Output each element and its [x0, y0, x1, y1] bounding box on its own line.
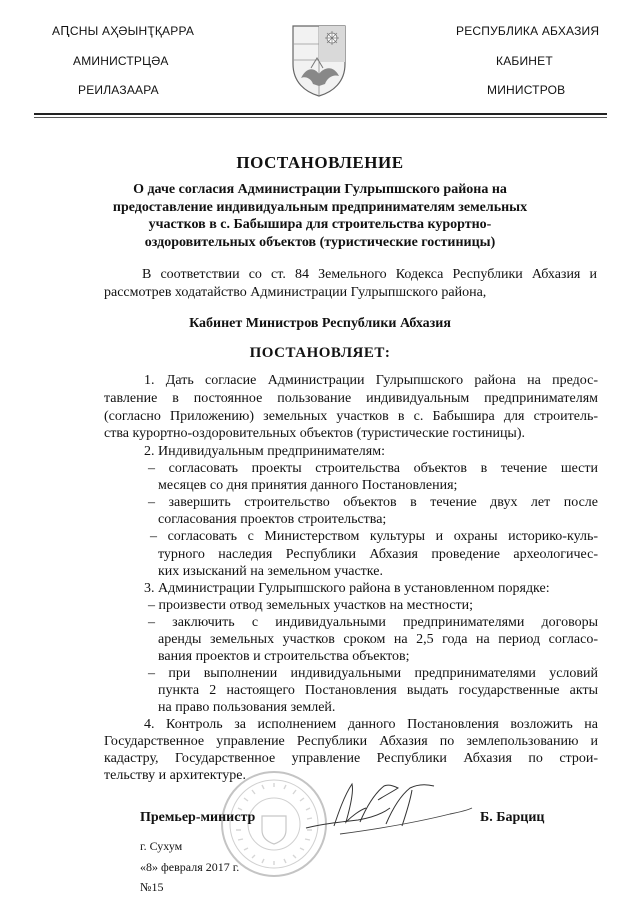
body-line: пункта 2 настоящего Постановления выдать государственные акты — [158, 683, 598, 698]
body-line: на право пользования землей. — [158, 700, 336, 715]
coat-of-arms-emblem — [289, 22, 349, 98]
body-line: месяцев со дня принятия данного Постановления; — [158, 478, 458, 493]
subject-line: оздоровительных объектов (туристические гостиницы) — [144, 234, 496, 250]
preamble-line: рассмотрев ходатайство Администрации Гулрыпшского района, — [104, 285, 487, 300]
handwritten-signature — [300, 778, 475, 840]
issue-place: г. Сухум — [140, 839, 183, 853]
document-title: ПОСТАНОВЛЕНИЕ — [236, 153, 404, 172]
body-line: (согласно Приложению) земельных участков в с. Бабышира для строитель- — [104, 409, 598, 424]
issue-date: «8» февраля 2017 г. — [140, 860, 240, 874]
body-line: – заключить с индивидуальными предпринимателями договоры — [148, 615, 598, 630]
document-subject — [100, 181, 540, 251]
header-right-line-3: МИНИСТРОВ — [487, 83, 566, 97]
body-line: ства курортно-оздоровительных объектов (туристические гостиницы). — [104, 426, 526, 441]
body-line: – при выполнении индивидуальными предпринимателями условий — [148, 666, 598, 681]
subject-line: предоставление индивидуальным предпринимателям земельных — [112, 199, 528, 215]
header-left-line-1: АԤСНЫ АҲӘЫНҬҚАРРА — [52, 24, 195, 38]
body-line: – произвести отвод земельных участков на местности; — [148, 598, 473, 613]
body-line: 3. Администрации Гулрыпшского района в установленном порядке: — [144, 581, 550, 596]
body-line: 2. Индивидуальным предпринимателям: — [144, 444, 385, 459]
resolves-heading: ПОСТАНОВЛЯЕТ: — [249, 345, 391, 361]
body-line: согласования проектов строительства; — [158, 512, 387, 527]
subject-line: О даче согласия Администрации Гулрыпшского района на — [133, 182, 507, 197]
body-line: – согласовать с Министерством культуры и охраны историко-куль- — [150, 529, 598, 544]
body-line: 4. Контроль за исполнением данного Постановления возложить на — [144, 717, 598, 732]
body-line: – завершить строительство объектов в течение двух лет после — [148, 495, 598, 510]
document-number: №15 — [140, 880, 164, 894]
subject-line: участков в с. Бабышира для строительства курортно- — [148, 217, 492, 232]
body-line: турного наследия Республики Абхазия проведение археологичес- — [158, 547, 598, 562]
body-line: тавление в постоянное пользование индивидуальным предпринимателям — [104, 391, 598, 406]
body-line: вания проектов и строительства объектов; — [158, 649, 410, 664]
signatory-name: Б. Барциц — [480, 810, 545, 825]
header-divider-thick — [34, 113, 607, 115]
header-left-line-2: АМИНИСТРЦӘА — [73, 54, 169, 68]
header-divider-thin — [34, 117, 607, 118]
header-left-line-3: РЕИЛАЗААРА — [78, 83, 159, 97]
header-right-line-2: КАБИНЕТ — [496, 54, 553, 68]
preamble-line: В соответствии со ст. 84 Земельного Кодекса Республики Абхазия и — [142, 267, 597, 282]
header-right-line-1: РЕСПУБЛИКА АБХАЗИЯ — [456, 24, 600, 38]
body-line: тельству и архитектуре. — [104, 768, 246, 783]
issuer-name: Кабинет Министров Республики Абхазия — [189, 316, 451, 331]
body-line: Государственное управление Республики Абхазия по землепользованию и — [104, 734, 598, 749]
body-line: – согласовать проекты строительства объектов в течение шести — [148, 461, 598, 476]
body-line: аренды земельных участков сроком на 2,5 года на период согласо- — [158, 632, 598, 647]
body-line: ких изысканий на земельном участке. — [158, 564, 383, 579]
signature-position-title: Премьер-министр — [140, 810, 256, 825]
body-line: кадастру, Государственное управление Республики Абхазия по строи- — [104, 751, 598, 766]
body-line: 1. Дать согласие Администрации Гулрыпшского района на предос- — [144, 373, 598, 388]
